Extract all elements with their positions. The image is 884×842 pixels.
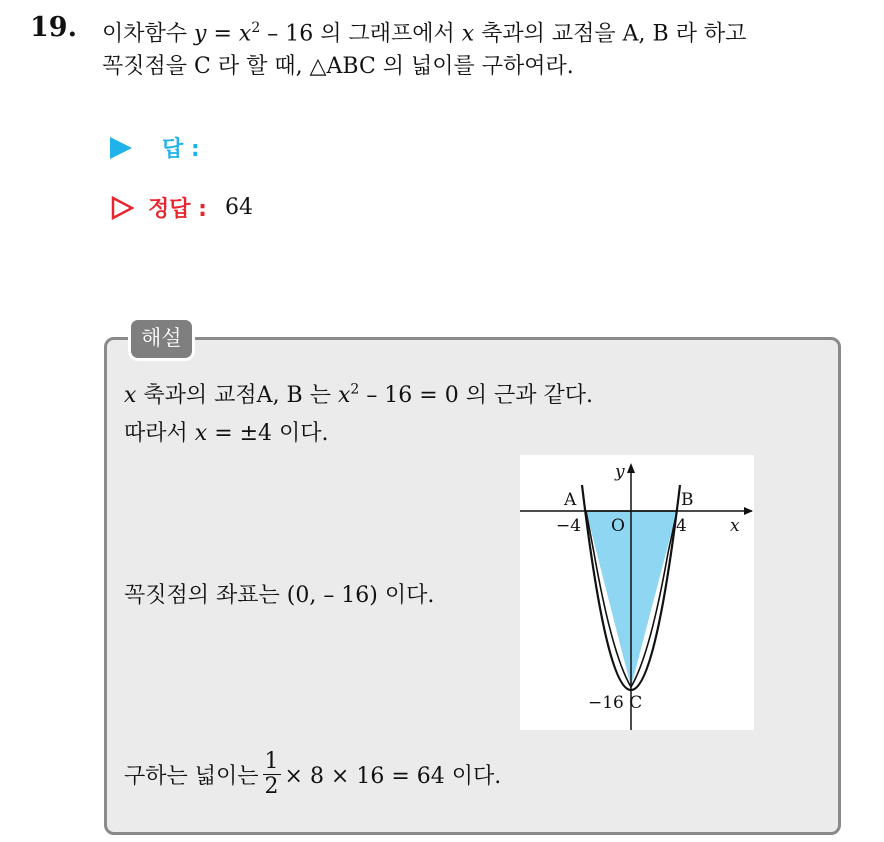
solution-line2: 따라서 x = ±4 이다. [124, 421, 329, 446]
solution-line4: 구하는 넓이는 $\frac{1}{2}$ × 8 × 16 = 64 이다. [124, 749, 502, 799]
fraction-one-half: $\frac{1}{2}$ [264, 749, 279, 799]
play-filled-icon [110, 137, 132, 159]
y-axis-label: y [615, 462, 625, 482]
answer-label: 답 : [162, 137, 200, 162]
correct-answer-value: 64 [224, 195, 253, 220]
tick-neg4-label: −4 [556, 516, 582, 536]
question-number: 19. [30, 12, 77, 43]
x-axis-label: x [730, 516, 740, 536]
correct-answer-label: 정답 : [148, 197, 207, 222]
y-axis-arrow [627, 463, 635, 473]
question-text-line2: 꼭짓점을 C 라 할 때, △ABC 의 넓이를 구하여라. [102, 54, 574, 79]
vertex-c-label: −16 C [588, 693, 643, 713]
answer-row [110, 132, 218, 163]
parabola-graph-svg [520, 455, 754, 730]
point-b-label: B [681, 490, 694, 510]
solution-line3: 꼭짓점의 좌표는 (0, – 16) 이다. [124, 583, 435, 608]
play-outline-icon [110, 196, 134, 220]
solution-line1: x 축과의 교점A, B 는 $x^2 - 16 = 0$ 의 근과 같다. [124, 381, 593, 408]
x-axis-arrow [744, 507, 753, 515]
point-a-label: A [564, 490, 577, 510]
tick-4-label: 4 [676, 516, 687, 536]
solution-tag: 해설 [128, 317, 195, 361]
origin-label: O [611, 516, 625, 536]
correct-answer-row [110, 192, 253, 223]
question-text-line1: 이차함수 $y = x^2 - 16$ 의 그래프에서 x 축과의 교점을 A, B 라 하고 [102, 20, 747, 47]
parabola-graph [520, 455, 754, 730]
